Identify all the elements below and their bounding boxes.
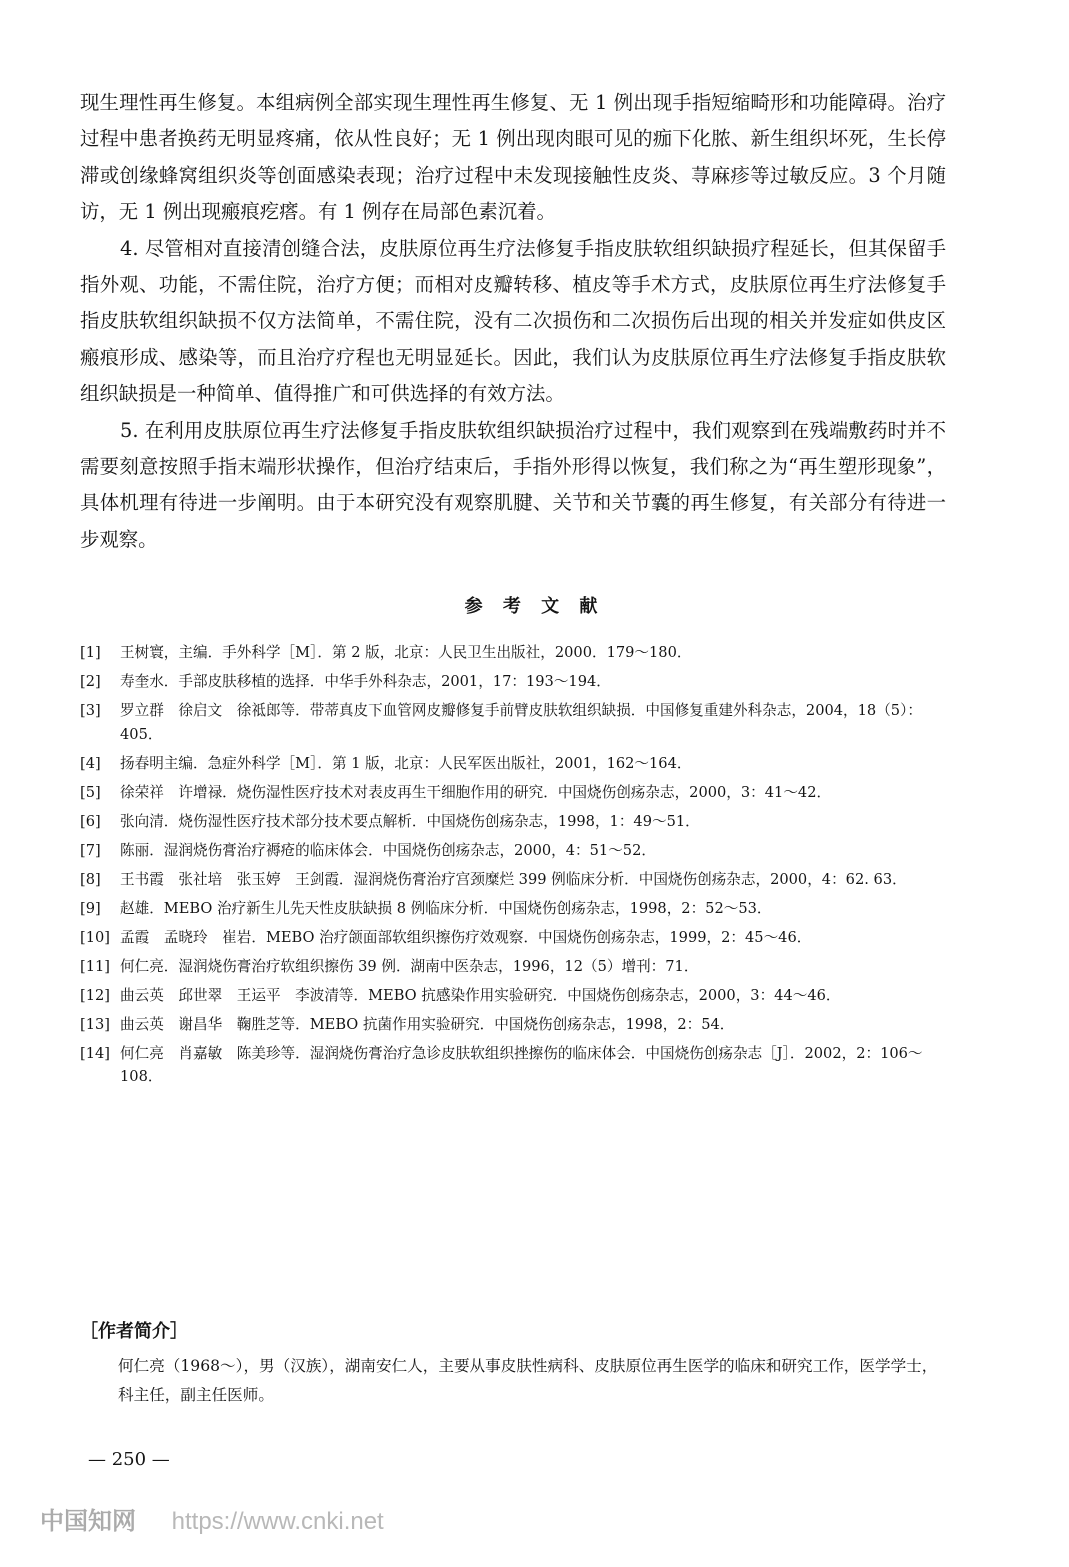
page-number: — 250 — <box>88 1449 170 1470</box>
reference-number: [12] <box>80 986 110 1004</box>
reference-text: 赵雄．MEBO 治疗新生儿先天性皮肤缺损 8 例临床分析．中国烧伤创疡杂志，1998，2：52～53． <box>120 899 772 917</box>
reference-text: 寿奎水．手部皮肤移植的选择．中华手外科杂志，2001，17：193～194． <box>120 673 611 690</box>
reference-number: [13] <box>80 1015 110 1033</box>
reference-number: [3] <box>80 702 101 719</box>
reference-number: [1] <box>80 644 101 661</box>
references-title: 参 考 文 献 <box>464 596 605 617</box>
reference-item <box>80 781 946 805</box>
reference-item <box>80 955 946 979</box>
reference-number: [9] <box>80 899 101 917</box>
reference-text: 王树寰，主编．手外科学［M］．第 2 版，北京：人民卫生出版社，2000．179～180． <box>120 644 692 661</box>
watermark-url: https://www.cnki.net <box>171 1508 384 1535</box>
reference-item <box>80 839 946 863</box>
reference-text: 曲云英 谢昌华 鞠胜芝等．MEBO 抗菌作用实验研究．中国烧伤创疡杂志，1998，2：54． <box>120 1015 735 1033</box>
reference-text: 孟霞 孟晓玲 崔岩．MEBO 治疗颌面部软组织擦伤疗效观察．中国烧伤创疡杂志，1999，2：45～46． <box>120 928 812 946</box>
reference-number: [8] <box>80 870 101 888</box>
reference-item <box>80 641 946 665</box>
reference-number: [2] <box>80 673 101 690</box>
author-heading: ［作者简介］ <box>80 1321 188 1342</box>
reference-text: 王书霞 张社培 张玉婷 王剑霞．湿润烧伤膏治疗宫颈糜烂 399 例临床分析．中国烧伤创疡杂志，2000，4：62. 63． <box>120 870 907 888</box>
reference-item <box>80 810 946 834</box>
body-text <box>80 85 946 558</box>
body-paragraph-2: 4. 尽管相对直接清创缝合法，皮肤原位再生疗法修复手指皮肤软组织缺损疗程延长，但其保留手指外观、功能，不需住院，治疗方便；而相对皮瓣转移、植皮等手术方式，皮肤原位再生疗法修复手指皮肤软组织缺损不仅方法简单，不需住院，没有二次损伤和二次损伤后出现的相关并发症如供皮区瘢痕形成、感染等，而且治疗疗程也无明显延长。因此，我们认为皮肤原位再生疗法修复手指皮肤软组织缺损是一种简单、值得推广和可供选择的有效方法。 <box>80 236 946 406</box>
watermark <box>40 1501 384 1536</box>
reference-number: [11] <box>80 957 110 975</box>
reference-item <box>80 1013 946 1037</box>
author-bio: 何仁亮（1968～），男（汉族），湖南安仁人，主要从事皮肤性病科、皮肤原位再生医学的临床和研究工作，医学学士，科主任，副主任医师。 <box>118 1357 938 1404</box>
reference-text: 罗立群 徐启文 徐祗郎等．带蒂真皮下血管网皮瓣修复手前臂皮肤软组织缺损．中国修复重建外科杂志，2004，18（5）：405． <box>120 702 922 743</box>
reference-item <box>80 926 946 950</box>
body-paragraph-3: 5. 在利用皮肤原位再生疗法修复手指皮肤软组织缺损治疗过程中，我们观察到在残端敷药时并不需要刻意按照手指末端形状操作，但治疗结束后，手指外形得以恢复，我们称之为“再生塑形现象”，具体机理有待进一步阐明。由于本研究没有观察肌腱、关节和关节囊的再生修复，有关部分有待进一步观察。 <box>80 418 946 551</box>
watermark-logo: 中国知网 <box>40 1507 136 1535</box>
reference-number: [6] <box>80 812 101 830</box>
reference-text: 徐荣祥 许增禄．烧伤湿性医疗技术对表皮再生干细胞作用的研究．中国烧伤创疡杂志，2000，3：41～42． <box>120 783 832 801</box>
reference-text: 陈丽．湿润烧伤膏治疗褥疮的临床体会．中国烧伤创疡杂志，2000，4：51～52． <box>120 841 656 859</box>
reference-item <box>80 670 946 694</box>
reference-text: 何仁亮 肖嘉敏 陈美珍等．湿润烧伤膏治疗急诊皮肤软组织挫擦伤的临床体会．中国烧伤创疡杂志［J］．2002，2：106～108． <box>120 1044 923 1085</box>
reference-item <box>80 1042 946 1089</box>
body-paragraph-1: 现生理性再生修复。本组病例全部实现生理性再生修复、无 1 例出现手指短缩畸形和功能障碍。治疗过程中患者换药无明显疼痛，依从性良好；无 1 例出现肉眼可见的痂下化脓、新生组织坏死，生长停滞或创缘蜂窝组织炎等创面感染表现；治疗过程中未发现接触性皮炎、荨麻疹等过敏反应。3 个月随访，无 1 例出现瘢痕疙瘩。有 1 例存在局部色素沉着。 <box>80 91 946 224</box>
reference-item <box>80 699 946 746</box>
reference-item <box>80 868 946 892</box>
reference-text: 扬春明主编．急症外科学［M］．第 1 版，北京：人民军医出版社，2001，162～164． <box>120 754 692 772</box>
reference-number: [5] <box>80 783 101 801</box>
reference-number: [14] <box>80 1044 110 1062</box>
reference-item <box>80 984 946 1008</box>
reference-number: [10] <box>80 928 110 946</box>
reference-text: 何仁亮．湿润烧伤膏治疗软组织擦伤 39 例．湖南中医杂志，1996，12（5）增刊：71． <box>120 957 699 975</box>
reference-number: [4] <box>80 754 101 772</box>
reference-text: 曲云英 邱世翠 王运平 李波清等．MEBO 抗感染作用实验研究．中国烧伤创疡杂志，2000，3：44～46． <box>120 986 841 1004</box>
reference-item <box>80 752 946 776</box>
reference-item <box>80 897 946 921</box>
references-list <box>80 641 946 1094</box>
reference-text: 张向清．烧伤湿性医疗技术部分技术要点解析．中国烧伤创疡杂志，1998，1：49～51． <box>120 812 700 830</box>
reference-number: [7] <box>80 841 101 859</box>
